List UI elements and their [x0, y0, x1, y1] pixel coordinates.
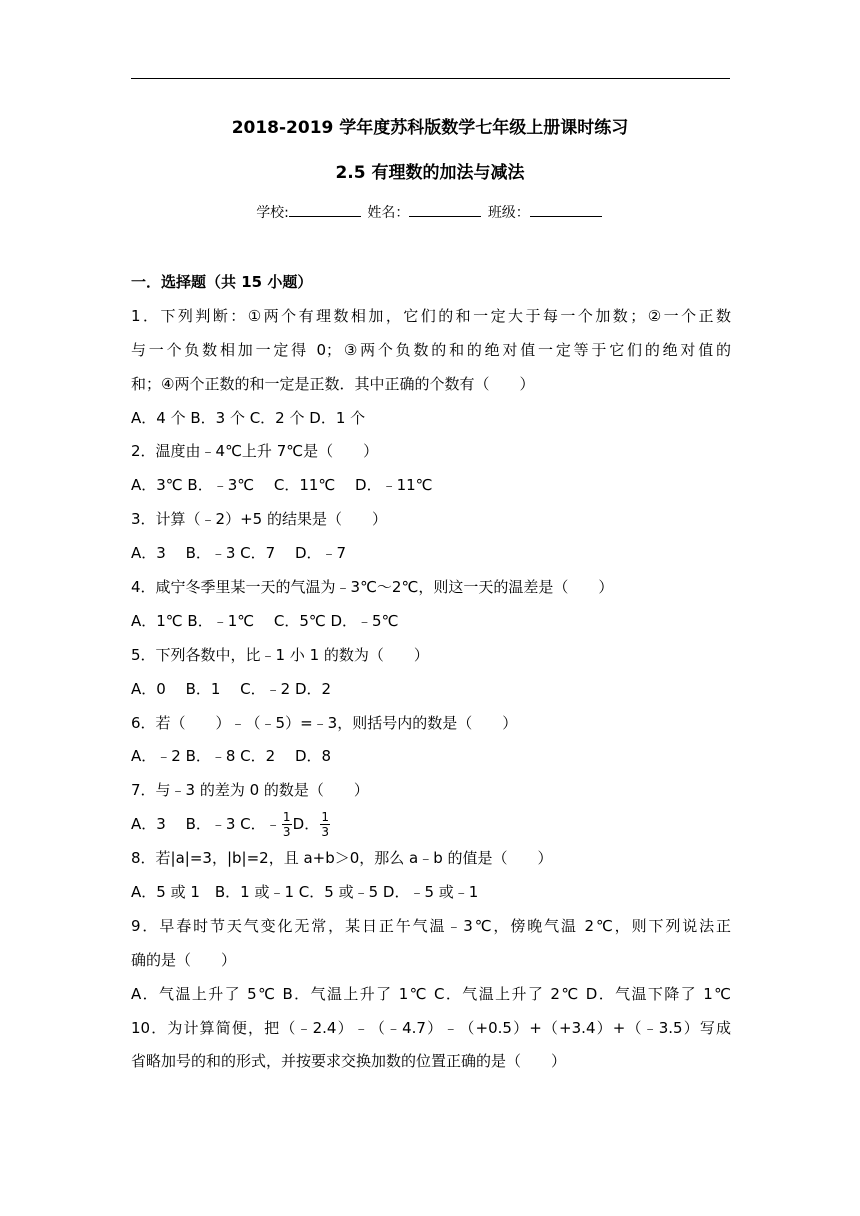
question-3-options: A．3 B．﹣3 C．7 D．﹣7	[131, 544, 347, 563]
question-1-line-1: 1．下列判断：①两个有理数相加，它们的和一定大于每一个加数；②一个正数	[131, 306, 731, 325]
question-8-options: A．5 或 1 B．1 或﹣1 C．5 或﹣5 D．﹣5 或﹣1	[131, 883, 479, 902]
question-5-options: A．0 B．1 C．﹣2 D．2	[131, 679, 332, 698]
question-10-line-2: 省略加号的和的形式，并按要求交换加数的位置正确的是（ ）	[131, 1052, 567, 1071]
name-blank[interactable]	[409, 202, 481, 217]
question-10-line-1: 10．为计算简便，把（﹣2.4）﹣（﹣4.7）﹣（+0.5）+（+3.4）+（﹣3.5）写成	[131, 1018, 731, 1037]
question-7-options	[131, 808, 731, 842]
school-label: 学校:	[256, 205, 289, 221]
section-heading: 一．选择题（共 15 小题）	[131, 273, 313, 291]
question-7-options-mid: D．	[292, 815, 320, 834]
fraction-denominator: 3	[321, 825, 330, 840]
question-3-stem: 3．计算（﹣2）+5 的结果是（ ）	[131, 510, 387, 529]
question-list	[131, 266, 731, 1079]
question-9-line-2: 确的是（ ）	[131, 950, 237, 969]
question-7-options-prefix: A．3 B．﹣3 C．﹣	[131, 815, 281, 834]
name-label: 姓名：	[367, 205, 410, 221]
question-9-options: A．气温上升了 5℃ B．气温上升了 1℃ C．气温上升了 2℃ D．气温下降了 1℃	[131, 984, 731, 1003]
question-6-options: A．﹣2 B．﹣8 C．2 D．8	[131, 747, 332, 766]
question-1-options: A．4 个 B．3 个 C．2 个 D．1 个	[131, 408, 366, 427]
question-9-line-1: 9．早春时节天气变化无常，某日正午气温﹣3℃，傍晚气温 2℃，则下列说法正	[131, 916, 731, 935]
question-6-stem: 6．若（ ）﹣（﹣5）=﹣3，则括号内的数是（ ）	[131, 713, 518, 732]
fraction-one-third-c	[282, 811, 292, 838]
fraction-numerator: 1	[321, 810, 330, 825]
question-5-stem: 5．下列各数中，比﹣1 小 1 的数为（ ）	[131, 645, 429, 664]
fraction-denominator: 3	[282, 825, 291, 840]
question-4-stem: 4．咸宁冬季里某一天的气温为﹣3℃～2℃，则这一天的温差是（ ）	[131, 578, 614, 597]
question-2-options: A．3℃ B．﹣3℃ C．11℃ D．﹣11℃	[131, 476, 433, 495]
header-rule	[131, 78, 730, 79]
document-subtitle: 2.5 有理数的加法与减法	[335, 163, 525, 183]
fraction-numerator: 1	[282, 810, 291, 825]
question-8-stem: 8．若|a|=3，|b|=2，且 a+b＞0，那么 a﹣b 的值是（ ）	[131, 849, 553, 868]
question-7-stem: 7．与﹣3 的差为 0 的数是（ ）	[131, 781, 369, 800]
class-blank[interactable]	[530, 202, 602, 217]
question-4-options: A．1℃ B．﹣1℃ C．5℃ D．﹣5℃	[131, 611, 399, 630]
fraction-one-third-d	[320, 811, 330, 838]
document-title: 2018-2019 学年度苏科版数学七年级上册课时练习	[231, 118, 629, 138]
student-info-line	[0, 202, 860, 223]
question-2-stem: 2．温度由﹣4℃上升 7℃是（ ）	[131, 442, 379, 461]
school-blank[interactable]	[289, 202, 361, 217]
class-label: 班级：	[487, 205, 530, 221]
question-1-line-3: 和；④两个正数的和一定是正数．其中正确的个数有（ ）	[131, 374, 535, 393]
question-1-line-2: 与一个负数相加一定得 0；③两个负数的和的绝对值一定等于它们的绝对值的	[131, 340, 731, 359]
